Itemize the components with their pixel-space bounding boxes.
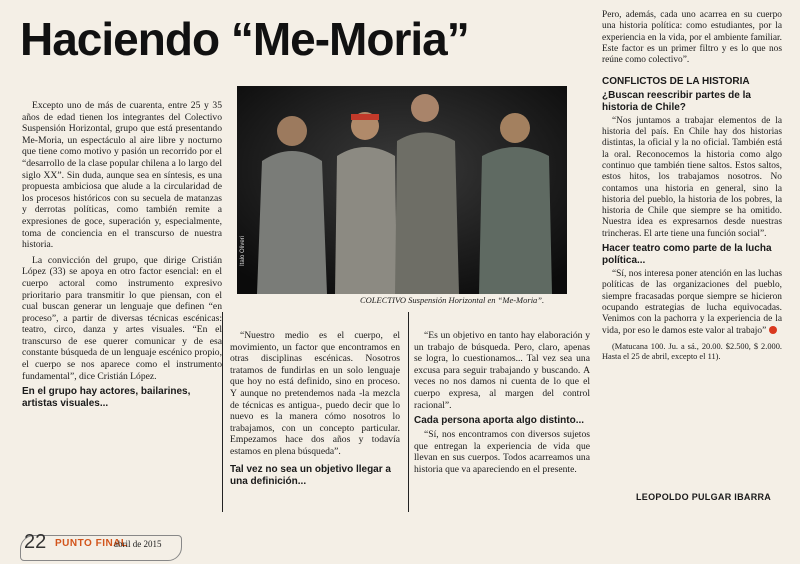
- subheading: Tal vez no sea un objetivo llegar a una definición...: [230, 463, 391, 487]
- photo-caption: COLECTIVO Suspensión Horizontal en “Me-Moria”.: [360, 295, 545, 305]
- issue-date: abril de 2015: [114, 539, 162, 549]
- subheading: En el grupo hay actores, bailarines, artistas visuales...: [22, 386, 191, 410]
- publication-name: PUNTO FINAL: [55, 538, 128, 549]
- paragraph-text: “Sí, nos interesa poner atención en las luchas políticas de las organizaciones del pueblo, siempre fracasadas porque siempre se hicieron ocupando estrategias de lucha equivocadas. Venimos con la pachorra y la experiencia de la vida, por eso le damos este valor al trabajo”: [602, 269, 782, 336]
- subheading: Cada persona aporta algo distinto...: [414, 415, 585, 427]
- paragraph: [602, 269, 782, 337]
- photo-credit: Italo Oliveri: [240, 235, 246, 266]
- paragraph: “Nos juntamos a trabajar elementos de la historia del país. En Chile hay dos historias distintas, la oficial y la no oficial. También está la oral. Reconocemos la historia como algo continuo que también tiene saltos. Estos saltos, estos hitos, los trabajamos nosotros. No contamos una historia en general, sino la historia del pueblo, la historia de los pobres, la historia de Chile que siempre se ha omitido. Nuestra idea es expresarnos desde nuestras trincheras. El arte tiene una función social”.: [602, 115, 782, 239]
- column-3: [414, 330, 590, 477]
- paragraph: “Nuestro medio es el cuerpo, el movimiento, un factor que encontramos en otras disciplinas escénicas. Nosotros tratamos de fundirlas en un solo lenguaje que hoy no está definido, sino en proceso. Y aunque no pretendemos nada -la mezcla de técnicas es antigua-, puedo decir que lo nuevo es la manera cómo nosotros lo trabajamos, con un concepto particular. Empezamos hace dos años y todavía estamos en plena búsqueda”.: [230, 330, 400, 457]
- paragraph: “Sí, nos encontramos con diversos sujetos que entregan la experiencia de vida que llevan en sus cuerpos. Todos acarreamos una historia que va apareciendo en el presente.: [414, 429, 590, 475]
- paragraph: Excepto uno de más de cuarenta, entre 25 y 35 años de edad tienen los integrantes del Colectivo Suspensión Horizontal, grupo que está presentando Me-Moria, un espectáculo al aire libre y nocturno que tiene como motivo y pasión un recorrido por el “desarrollo de la clase popular chilena a lo largo del siglo XX”. Sin duda, aunque sea en síntesis, es una propuesta ambiciosa que alude a la circularidad de los procesos históricos con su secuela de matanzas y derrotas políticas, como también remite a expresiones de goce, superación y, especialmente, toma de conciencia en el transcurso de nuestra historia.: [22, 100, 222, 251]
- subheading: Hacer teatro como parte de la lucha política...: [602, 243, 772, 267]
- column-4: [602, 10, 782, 363]
- article-title: Haciendo “Me-Moria”: [20, 13, 469, 65]
- section-heading: CONFLICTOS DE LA HISTORIA: [602, 76, 750, 88]
- column-divider: [408, 312, 409, 512]
- paragraph: “Es un objetivo en tanto hay elaboración y un trabajo de búsqueda. Pero, claro, apenas se logra, lo cuestionamos... Tal vez sea una excusa para seguir trabajando y buscando. A veces no nos damos ni cuenta de lo que el cuerpo expresa, al margen del control racional”.: [414, 330, 590, 411]
- author-byline: LEOPOLDO PULGAR IBARRA: [636, 492, 772, 502]
- column-1: [22, 100, 222, 412]
- paragraph: La convicción del grupo, que dirige Cristián López (33) se apoya en otro factor esencial: en el cuerpo actoral como instrumento expresivo prioritario para transmitir lo que piensan, con el cual buscan generar un lenguaje que definen “en proceso”, a partir de diversas técnicas escénicas: teatro, circo, danza y artes visuales. “En el transcurso de ese querer comunicar y de esa constante búsqueda de un lenguaje escénico propio, el cuerpo se nos aparece como el instrumento fundamental”, dice Cristián López.: [22, 254, 222, 382]
- article-photo: [237, 86, 567, 294]
- column-2: [230, 330, 400, 490]
- page-number: 22: [24, 531, 47, 553]
- paragraph: Pero, además, cada uno acarrea en su cuerpo una historia política: como estudiantes, por la experiencia en la vida, por el ambiente familiar. Este factor es un primer filtro y es lo que nos reúne como colectivo”.: [602, 10, 782, 66]
- subheading: ¿Buscan reescribir partes de la historia de Chile?: [602, 89, 751, 113]
- performers-illustration: [237, 86, 567, 294]
- end-of-article-bullet: [769, 326, 777, 334]
- column-divider: [222, 312, 223, 512]
- event-info: (Matucana 100. Ju. a sá., 20.00. $2.500, $ 2.000. Hasta el 25 de abril, excepto el 11).: [602, 341, 782, 361]
